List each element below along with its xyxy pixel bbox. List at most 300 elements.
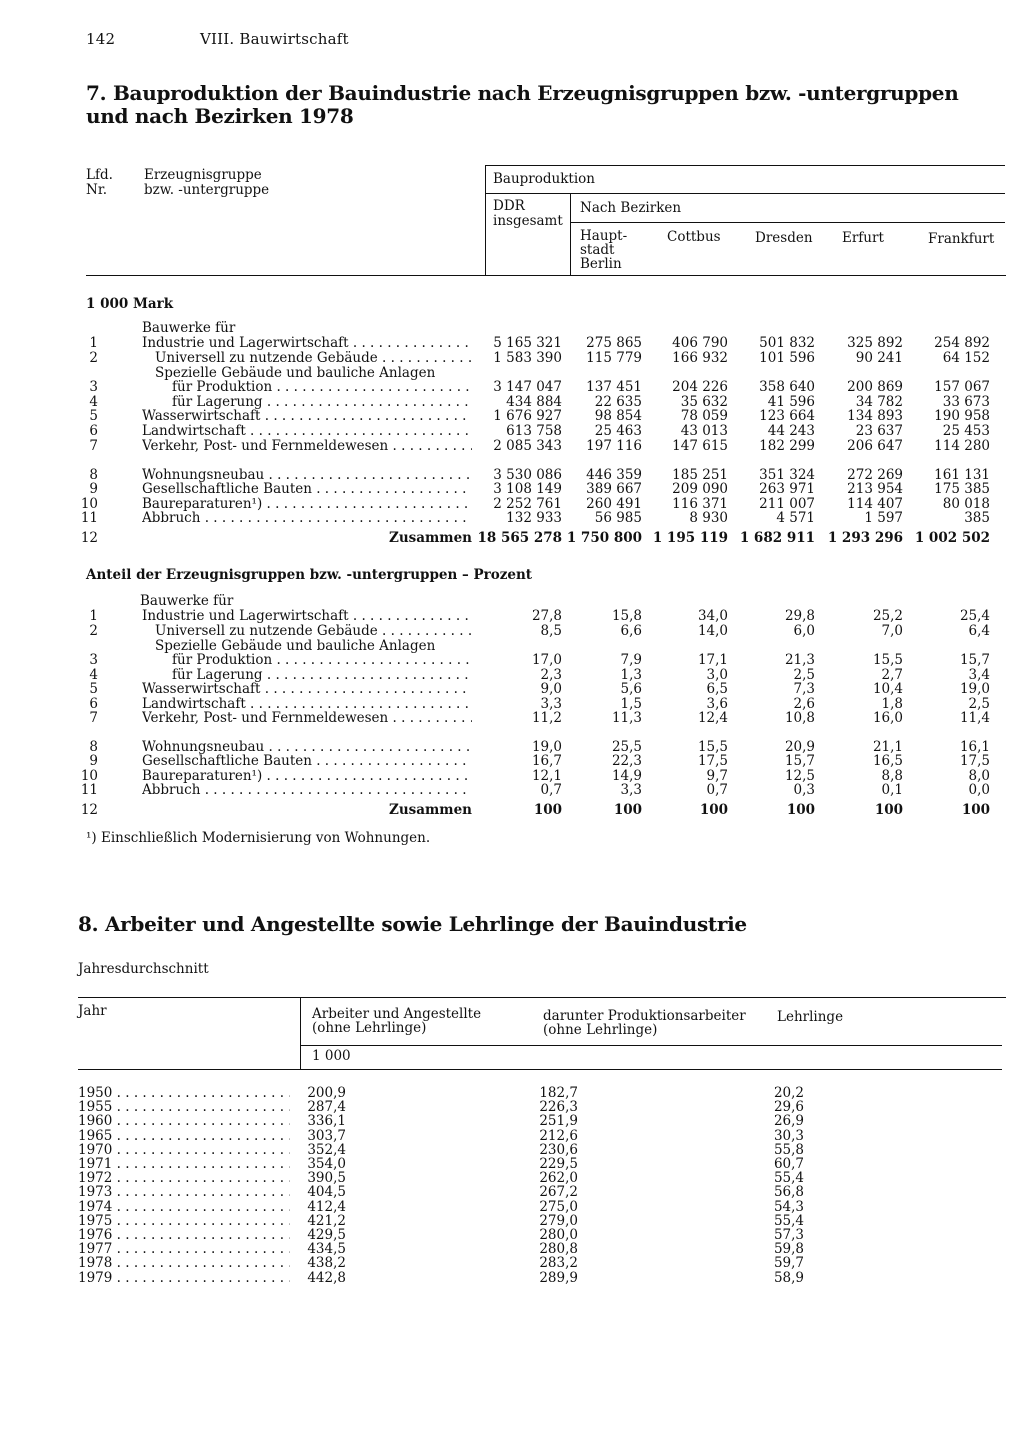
rule-bauproduktion-top <box>485 165 1005 166</box>
row-label: für Produktion . . . <box>172 380 472 394</box>
cell-value: 17,5 <box>697 753 728 769</box>
cell-value: 446 359 <box>586 467 642 483</box>
cell-lehrlinge: 26,9 <box>773 1113 804 1130</box>
row-number: 2 <box>89 350 98 366</box>
row-label: Universell zu nutzende Gebäude . . . <box>155 351 472 365</box>
row-number: 8 <box>89 739 98 755</box>
row-label: Landwirtschaft . . . <box>142 697 472 711</box>
cell-value: 35 632 <box>680 394 728 410</box>
cell-value: 114 407 <box>847 496 903 512</box>
cell-value: 3,3 <box>620 782 642 798</box>
total-value: 100 <box>961 802 990 818</box>
page-number: 142 <box>86 30 116 48</box>
row-label: Wohnungsneubau . . . <box>142 468 472 482</box>
cell-value: 385 <box>964 510 990 526</box>
cell-arbeiter: 412,4 <box>307 1198 346 1215</box>
total-value: 100 <box>874 802 903 818</box>
cell-value: 157 067 <box>934 379 990 395</box>
row-year: 1974 . . . <box>78 1200 290 1214</box>
cell-produktion: 289,9 <box>539 1269 578 1286</box>
cell-lehrlinge: 55,4 <box>773 1170 804 1187</box>
cell-value: 2,5 <box>793 667 815 683</box>
cell-value: 8,8 <box>881 768 903 784</box>
row-label: Baureparaturen¹) . . . <box>142 497 472 511</box>
cell-value: 15,8 <box>611 608 642 624</box>
total-label: Zusammen <box>389 530 472 546</box>
cell-arbeiter: 354,0 <box>307 1156 346 1172</box>
cell-arbeiter: 442,8 <box>307 1269 346 1286</box>
header-dresden: Dresden <box>755 230 813 246</box>
row-number: 3 <box>89 652 98 668</box>
mark-row <box>0 351 1024 365</box>
cell-value: 12,4 <box>697 710 728 726</box>
row-number: 11 <box>80 510 98 526</box>
cell-value: 15,5 <box>697 739 728 755</box>
table8-row <box>0 1200 1024 1214</box>
row-label: Industrie und Lagerwirtschaft . . . <box>142 336 472 350</box>
row-year: 1978 . . . <box>78 1256 290 1270</box>
row-label: Landwirtschaft . . . <box>142 424 472 438</box>
cell-value: 161 131 <box>934 467 990 483</box>
table8-row <box>0 1114 1024 1128</box>
table7-title-line2: und nach Bezirken 1978 <box>86 104 354 128</box>
cell-value: 197 116 <box>586 438 642 454</box>
row-number: 5 <box>89 408 98 424</box>
cell-lehrlinge: 58,9 <box>773 1269 804 1286</box>
row-label: Gesellschaftliche Bauten . . . <box>142 482 472 496</box>
table8-row <box>0 1214 1024 1228</box>
cell-lehrlinge: 60,7 <box>773 1156 804 1172</box>
header-arbeiter-line1: Arbeiter und Angestellte <box>312 1006 482 1022</box>
cell-value: 272 269 <box>847 467 903 483</box>
table8-row <box>0 1256 1024 1270</box>
header-ddr-line2: insgesamt <box>493 213 563 229</box>
cell-produktion: 279,0 <box>539 1212 578 1229</box>
cell-value: 1 597 <box>864 510 903 526</box>
row-number: 6 <box>89 423 98 439</box>
cell-produktion: 262,0 <box>539 1170 578 1187</box>
header-produktion-line2: (ohne Lehrlinge) <box>543 1022 658 1038</box>
header-berlin-line1: Haupt- <box>580 228 628 244</box>
cell-arbeiter: 438,2 <box>307 1255 346 1272</box>
row-label: Abbruch . . . <box>142 783 472 797</box>
cell-value: 19,0 <box>959 681 990 697</box>
cell-produktion: 229,5 <box>539 1156 578 1172</box>
mark-row <box>0 439 1024 453</box>
table8-row <box>0 1129 1024 1143</box>
row-year: 1972 . . . <box>78 1171 290 1185</box>
cell-value: 11,3 <box>611 710 642 726</box>
cell-value: 90 241 <box>855 350 903 366</box>
cell-lehrlinge: 54,3 <box>773 1198 804 1215</box>
rule-bezirke <box>570 222 1005 223</box>
cell-value: 1,8 <box>881 696 903 712</box>
mark-total-row <box>0 531 1024 545</box>
cell-produktion: 212,6 <box>539 1127 578 1144</box>
cell-value: 1,5 <box>620 696 642 712</box>
row-label: Wasserwirtschaft . . . <box>142 682 472 696</box>
cell-value: 64 152 <box>942 350 990 366</box>
cell-value: 6,0 <box>793 623 815 639</box>
cell-value: 613 758 <box>506 423 562 439</box>
pct-row <box>0 711 1024 725</box>
cell-value: 2,6 <box>793 696 815 712</box>
cell-value: 8,0 <box>968 768 990 784</box>
rule-ddr-vertical <box>570 193 571 275</box>
table8-row <box>0 1228 1024 1242</box>
row-year: 1979 . . . <box>78 1271 290 1285</box>
cell-value: 21,3 <box>784 652 815 668</box>
cell-value: 20,9 <box>784 739 815 755</box>
mark-row <box>0 380 1024 394</box>
row-label: für Lagerung . . . <box>172 395 472 409</box>
header-arbeiter-line2: (ohne Lehrlinge) <box>312 1020 427 1036</box>
cell-arbeiter: 287,4 <box>307 1099 346 1116</box>
cell-value: 56 985 <box>594 510 642 526</box>
cell-value: 185 251 <box>672 467 728 483</box>
footnote: ¹) Einschließlich Modernisierung von Wohnungen. <box>86 830 431 846</box>
cell-value: 3 147 047 <box>493 379 562 395</box>
cell-value: 25 453 <box>942 423 990 439</box>
table8-title: 8. Arbeiter und Angestellte sowie Lehrlinge der Bauindustrie <box>78 912 747 936</box>
table8-row <box>0 1185 1024 1199</box>
cell-value: 260 491 <box>586 496 642 512</box>
cell-value: 358 640 <box>759 379 815 395</box>
cell-value: 98 854 <box>594 408 642 424</box>
cell-value: 1 676 927 <box>493 408 562 424</box>
cell-produktion: 280,0 <box>539 1227 578 1243</box>
row-year: 1970 . . . <box>78 1143 290 1157</box>
table8-row <box>0 1242 1024 1256</box>
cell-produktion: 230,6 <box>539 1141 578 1158</box>
cell-value: 123 664 <box>759 408 815 424</box>
cell-value: 406 790 <box>672 335 728 351</box>
cell-value: 9,0 <box>540 681 562 697</box>
mark-row <box>0 336 1024 350</box>
cell-arbeiter: 200,9 <box>307 1085 346 1101</box>
cell-value: 80 018 <box>942 496 990 512</box>
cell-value: 17,5 <box>959 753 990 769</box>
cell-value: 134 893 <box>847 408 903 424</box>
cell-value: 166 932 <box>672 350 728 366</box>
header-bauproduktion: Bauproduktion <box>493 171 595 187</box>
cell-value: 29,8 <box>784 608 815 624</box>
cell-value: 3 108 149 <box>493 481 562 497</box>
row-year: 1955 . . . <box>78 1100 290 1114</box>
row-number: 1 <box>89 335 98 351</box>
rule-t8-top <box>78 997 1006 998</box>
pct-row <box>0 740 1024 754</box>
pct-row <box>0 769 1024 783</box>
cell-value: 182 299 <box>759 438 815 454</box>
row-number: 3 <box>89 379 98 395</box>
header-erfurt: Erfurt <box>842 230 884 246</box>
cell-value: 132 933 <box>506 510 562 526</box>
cell-value: 1 583 390 <box>493 350 562 366</box>
cell-value: 12,5 <box>784 768 815 784</box>
cell-value: 8,5 <box>540 623 562 639</box>
cell-produktion: 251,9 <box>539 1113 578 1130</box>
cell-value: 8 930 <box>689 510 728 526</box>
row-number: 10 <box>80 768 98 784</box>
total-value: 1 293 296 <box>827 530 903 546</box>
row-number: 11 <box>80 782 98 798</box>
cell-value: 10,4 <box>872 681 903 697</box>
cell-value: 11,4 <box>959 710 990 726</box>
cell-value: 206 647 <box>847 438 903 454</box>
row-year: 1950 . . . <box>78 1086 290 1100</box>
cell-value: 10,8 <box>784 710 815 726</box>
rule-t8-unit <box>300 1045 1002 1046</box>
row-year: 1973 . . . <box>78 1185 290 1199</box>
cell-value: 254 892 <box>934 335 990 351</box>
table7-title-line1: 7. Bauproduktion der Bauindustrie nach Erzeugnisgruppen bzw. -untergruppen <box>86 81 959 105</box>
cell-arbeiter: 429,5 <box>307 1227 346 1243</box>
cell-value: 34,0 <box>697 608 728 624</box>
mark-row <box>0 409 1024 423</box>
label-spezielle: Spezielle Gebäude und bauliche Anlagen <box>155 365 436 381</box>
cell-value: 11,2 <box>531 710 562 726</box>
rule-left-vertical <box>485 165 486 275</box>
cell-produktion: 226,3 <box>539 1099 578 1116</box>
cell-value: 6,5 <box>706 681 728 697</box>
cell-arbeiter: 336,1 <box>307 1113 346 1130</box>
cell-value: 2 252 761 <box>493 496 562 512</box>
row-number: 5 <box>89 681 98 697</box>
header-lfd-line1: Lfd. <box>86 167 113 183</box>
row-year: 1975 . . . <box>78 1214 290 1228</box>
total-value: 100 <box>533 802 562 818</box>
cell-value: 0,0 <box>968 782 990 798</box>
cell-value: 43 013 <box>680 423 728 439</box>
cell-value: 7,3 <box>793 681 815 697</box>
cell-value: 175 385 <box>934 481 990 497</box>
cell-value: 2,5 <box>968 696 990 712</box>
cell-produktion: 280,8 <box>539 1241 578 1258</box>
cell-value: 200 869 <box>847 379 903 395</box>
row-label: Verkehr, Post- und Fernmeldewesen . . . <box>142 711 472 725</box>
cell-value: 115 779 <box>586 350 642 366</box>
total-value: 100 <box>699 802 728 818</box>
header-berlin-line3: Berlin <box>580 256 622 272</box>
row-number: 2 <box>89 623 98 639</box>
cell-value: 14,9 <box>611 768 642 784</box>
cell-arbeiter: 404,5 <box>307 1184 346 1201</box>
cell-value: 5,6 <box>620 681 642 697</box>
total-value: 100 <box>613 802 642 818</box>
cell-value: 2,3 <box>540 667 562 683</box>
cell-value: 190 958 <box>934 408 990 424</box>
header-ddr-line1: DDR <box>493 198 525 214</box>
row-number: 8 <box>89 467 98 483</box>
header-berlin-line2: stadt <box>580 242 615 258</box>
rule-t8-vertical <box>300 997 301 1069</box>
cell-lehrlinge: 57,3 <box>773 1227 804 1243</box>
label-spezielle-pct: Spezielle Gebäude und bauliche Anlagen <box>155 638 436 654</box>
rule-header-bottom <box>86 275 1006 276</box>
row-label: Universell zu nutzende Gebäude . . . <box>155 624 472 638</box>
cell-value: 0,7 <box>540 782 562 798</box>
mark-row <box>0 482 1024 496</box>
cell-arbeiter: 421,2 <box>307 1212 346 1229</box>
mark-row <box>0 395 1024 409</box>
header-jahr: Jahr <box>78 1003 107 1019</box>
table8-row <box>0 1171 1024 1185</box>
row-label: Wasserwirtschaft . . . <box>142 409 472 423</box>
cell-value: 2 085 343 <box>493 438 562 454</box>
cell-value: 15,5 <box>872 652 903 668</box>
cell-value: 211 007 <box>759 496 815 512</box>
pct-row <box>0 653 1024 667</box>
cell-value: 25,2 <box>872 608 903 624</box>
header-group-line2: bzw. -untergruppe <box>144 182 270 198</box>
cell-value: 114 280 <box>934 438 990 454</box>
cell-value: 25,5 <box>611 739 642 755</box>
cell-arbeiter: 303,7 <box>307 1127 346 1144</box>
cell-value: 1,3 <box>620 667 642 683</box>
cell-lehrlinge: 55,4 <box>773 1212 804 1229</box>
total-value: 1 750 800 <box>566 530 642 546</box>
cell-arbeiter: 390,5 <box>307 1170 346 1187</box>
header-lehrlinge: Lehrlinge <box>777 1009 844 1025</box>
row-number: 7 <box>89 710 98 726</box>
row-year: 1977 . . . <box>78 1242 290 1256</box>
row-year: 1965 . . . <box>78 1129 290 1143</box>
cell-value: 5 165 321 <box>493 335 562 351</box>
cell-value: 27,8 <box>531 608 562 624</box>
row-number: 12 <box>80 530 98 546</box>
cell-value: 275 865 <box>586 335 642 351</box>
cell-value: 4 571 <box>776 510 815 526</box>
pct-row <box>0 697 1024 711</box>
total-value: 1 682 911 <box>739 530 815 546</box>
rule-t8-bottom <box>78 1069 1002 1070</box>
cell-value: 325 892 <box>847 335 903 351</box>
cell-value: 0,7 <box>706 782 728 798</box>
pct-row <box>0 682 1024 696</box>
cell-value: 209 090 <box>672 481 728 497</box>
section-mark-label: 1 000 Mark <box>86 296 174 312</box>
cell-value: 22 635 <box>594 394 642 410</box>
cell-value: 434 884 <box>506 394 562 410</box>
cell-value: 15,7 <box>784 753 815 769</box>
mark-row <box>0 497 1024 511</box>
total-value: 1 195 119 <box>652 530 728 546</box>
cell-value: 16,7 <box>531 753 562 769</box>
mark-row <box>0 511 1024 525</box>
cell-value: 12,1 <box>531 768 562 784</box>
cell-value: 0,3 <box>793 782 815 798</box>
cell-value: 33 673 <box>942 394 990 410</box>
cell-arbeiter: 352,4 <box>307 1141 346 1158</box>
cell-value: 213 954 <box>847 481 903 497</box>
row-label: Baureparaturen¹) . . . <box>142 769 472 783</box>
cell-value: 137 451 <box>586 379 642 395</box>
cell-value: 501 832 <box>759 335 815 351</box>
row-label: Industrie und Lagerwirtschaft . . . <box>142 609 472 623</box>
cell-value: 2,7 <box>881 667 903 683</box>
row-number: 7 <box>89 438 98 454</box>
cell-value: 41 596 <box>767 394 815 410</box>
cell-value: 204 226 <box>672 379 728 395</box>
row-label: Verkehr, Post- und Fernmeldewesen . . . <box>142 439 472 453</box>
table8-row <box>0 1271 1024 1285</box>
cell-value: 3,4 <box>968 667 990 683</box>
cell-value: 101 596 <box>759 350 815 366</box>
table8-row <box>0 1157 1024 1171</box>
cell-value: 6,6 <box>620 623 642 639</box>
row-number: 1 <box>89 608 98 624</box>
cell-value: 7,0 <box>881 623 903 639</box>
row-number: 4 <box>89 394 98 410</box>
pct-row <box>0 624 1024 638</box>
cell-value: 147 615 <box>672 438 728 454</box>
table8-row <box>0 1086 1024 1100</box>
cell-value: 116 371 <box>672 496 728 512</box>
row-label: Wohnungsneubau . . . <box>142 740 472 754</box>
cell-lehrlinge: 55,8 <box>773 1141 804 1158</box>
label-bauwerke-fuer-pct: Bauwerke für <box>140 593 234 609</box>
cell-value: 19,0 <box>531 739 562 755</box>
cell-arbeiter: 434,5 <box>307 1241 346 1258</box>
cell-value: 44 243 <box>767 423 815 439</box>
row-label: Gesellschaftliche Bauten . . . <box>142 754 472 768</box>
pct-row <box>0 609 1024 623</box>
cell-value: 3 530 086 <box>493 467 562 483</box>
header-unit: 1 000 <box>312 1048 351 1064</box>
cell-lehrlinge: 20,2 <box>773 1085 804 1101</box>
cell-value: 389 667 <box>586 481 642 497</box>
table8-subtitle: Jahresdurchschnitt <box>78 961 209 977</box>
pct-total-row <box>0 803 1024 817</box>
cell-value: 0,1 <box>881 782 903 798</box>
cell-value: 25 463 <box>594 423 642 439</box>
chapter-title: VIII. Bauwirtschaft <box>200 30 349 48</box>
cell-value: 21,1 <box>872 739 903 755</box>
cell-lehrlinge: 59,8 <box>773 1241 804 1258</box>
row-number: 9 <box>89 753 98 769</box>
cell-value: 3,6 <box>706 696 728 712</box>
cell-value: 17,0 <box>531 652 562 668</box>
cell-lehrlinge: 56,8 <box>773 1184 804 1201</box>
header-cottbus: Cottbus <box>667 229 721 245</box>
cell-value: 263 971 <box>759 481 815 497</box>
section-percent-label: Anteil der Erzeugnisgruppen bzw. -untergruppen – Prozent <box>86 567 533 583</box>
row-number: 4 <box>89 667 98 683</box>
cell-produktion: 283,2 <box>539 1255 578 1272</box>
rule-bauproduktion-bottom <box>485 193 1005 194</box>
cell-value: 3,0 <box>706 667 728 683</box>
cell-value: 6,4 <box>968 623 990 639</box>
cell-value: 351 324 <box>759 467 815 483</box>
cell-value: 7,9 <box>620 652 642 668</box>
row-label: für Produktion . . . <box>172 653 472 667</box>
cell-value: 16,1 <box>959 739 990 755</box>
cell-value: 25,4 <box>959 608 990 624</box>
row-year: 1976 . . . <box>78 1228 290 1242</box>
cell-produktion: 267,2 <box>539 1184 578 1201</box>
cell-lehrlinge: 30,3 <box>773 1127 804 1144</box>
cell-lehrlinge: 29,6 <box>773 1099 804 1116</box>
cell-value: 14,0 <box>697 623 728 639</box>
cell-value: 23 637 <box>855 423 903 439</box>
pct-row <box>0 668 1024 682</box>
cell-value: 22,3 <box>611 753 642 769</box>
cell-lehrlinge: 59,7 <box>773 1255 804 1272</box>
pct-row <box>0 783 1024 797</box>
total-value: 100 <box>786 802 815 818</box>
pct-row <box>0 754 1024 768</box>
